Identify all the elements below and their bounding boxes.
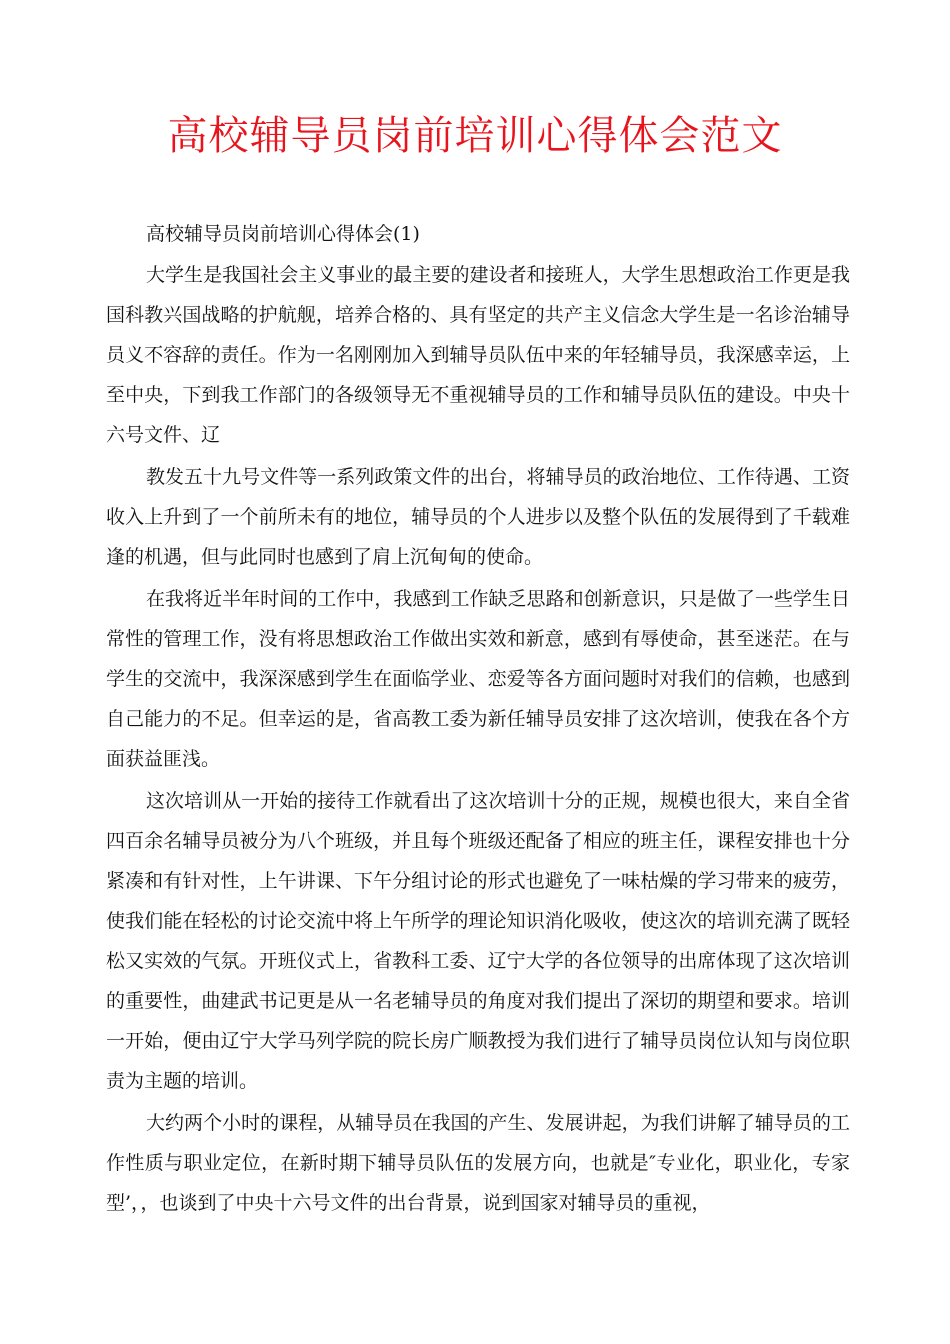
paragraph-3: 在我将近半年时间的工作中，我感到工作缺乏思路和创新意识，只是做了一些学生日常性的管理工作，没有将思想政治工作做出实效和新意，感到有辱使命，甚至迷茫。在与学生的交流中，我深深感到学生在面临学业、恋爱等各方面问题时对我们的信赖，也感到自己能力的不足。但幸运的是，省高教工委为新任辅导员安排了这次培训，使我在各个方面获益匪浅。	[106, 588, 850, 770]
paragraph-2: 教发五十九号文件等一系列政策文件的出台，将辅导员的政治地位、工作待遇、工资收入上升到了一个前所未有的地位，辅导员的个人进步以及整个队伍的发展得到了千载难逢的机遇，但与此同时也感到了肩上沉甸甸的使命。	[106, 466, 850, 568]
paragraph-1: 大学生是我国社会主义事业的最主要的建设者和接班人，大学生思想政治工作更是我国科教兴国战略的护航舰，培养合格的、具有坚定的共产主义信念大学生是一名诊治辅导员义不容辞的责任。作为一名刚刚加入到辅导员队伍中来的年轻辅导员，我深感幸运，上至中央，下到我工作部门的各级领导无不重视辅导员的工作和辅导员队伍的建设。中央十六号文件、辽	[106, 264, 850, 446]
document-title: 高校辅导员岗前培训心得体会范文	[167, 113, 783, 159]
section-subheading: 高校辅导员岗前培训心得体会(1)	[146, 223, 420, 245]
paragraph-5: 大约两个小时的课程，从辅导员在我国的产生、发展讲起，为我们讲解了辅导员的工作性质与职业定位，在新时期下辅导员队伍的发展方向，也就是″专业化，职业化，专家型’，，也谈到了中央十六号文件的出台背景，说到国家对辅导员的重视，	[106, 1112, 850, 1214]
paragraph-4: 这次培训从一开始的接待工作就看出了这次培训十分的正规，规模也很大，来自全省四百余名辅导员被分为八个班级，并且每个班级还配备了相应的班主任，课程安排也十分紧凑和有针对性，上午讲课、下午分组讨论的形式也避免了一味枯燥的学习带来的疲劳，使我们能在轻松的讨论交流中将上午所学的理论知识消化吸收，使这次的培训充满了既轻松又实效的气氛。开班仪式上，省教科工委、辽宁大学的各位领导的出席体现了这次培训的重要性，曲建武书记更是从一名老辅导员的角度对我们提出了深切的期望和要求。培训一开始，便由辽宁大学马列学院的院长房广顺教授为我们进行了辅导员岗位认知与岗位职责为主题的培训。	[106, 790, 850, 1092]
document-body	[106, 214, 850, 1223]
